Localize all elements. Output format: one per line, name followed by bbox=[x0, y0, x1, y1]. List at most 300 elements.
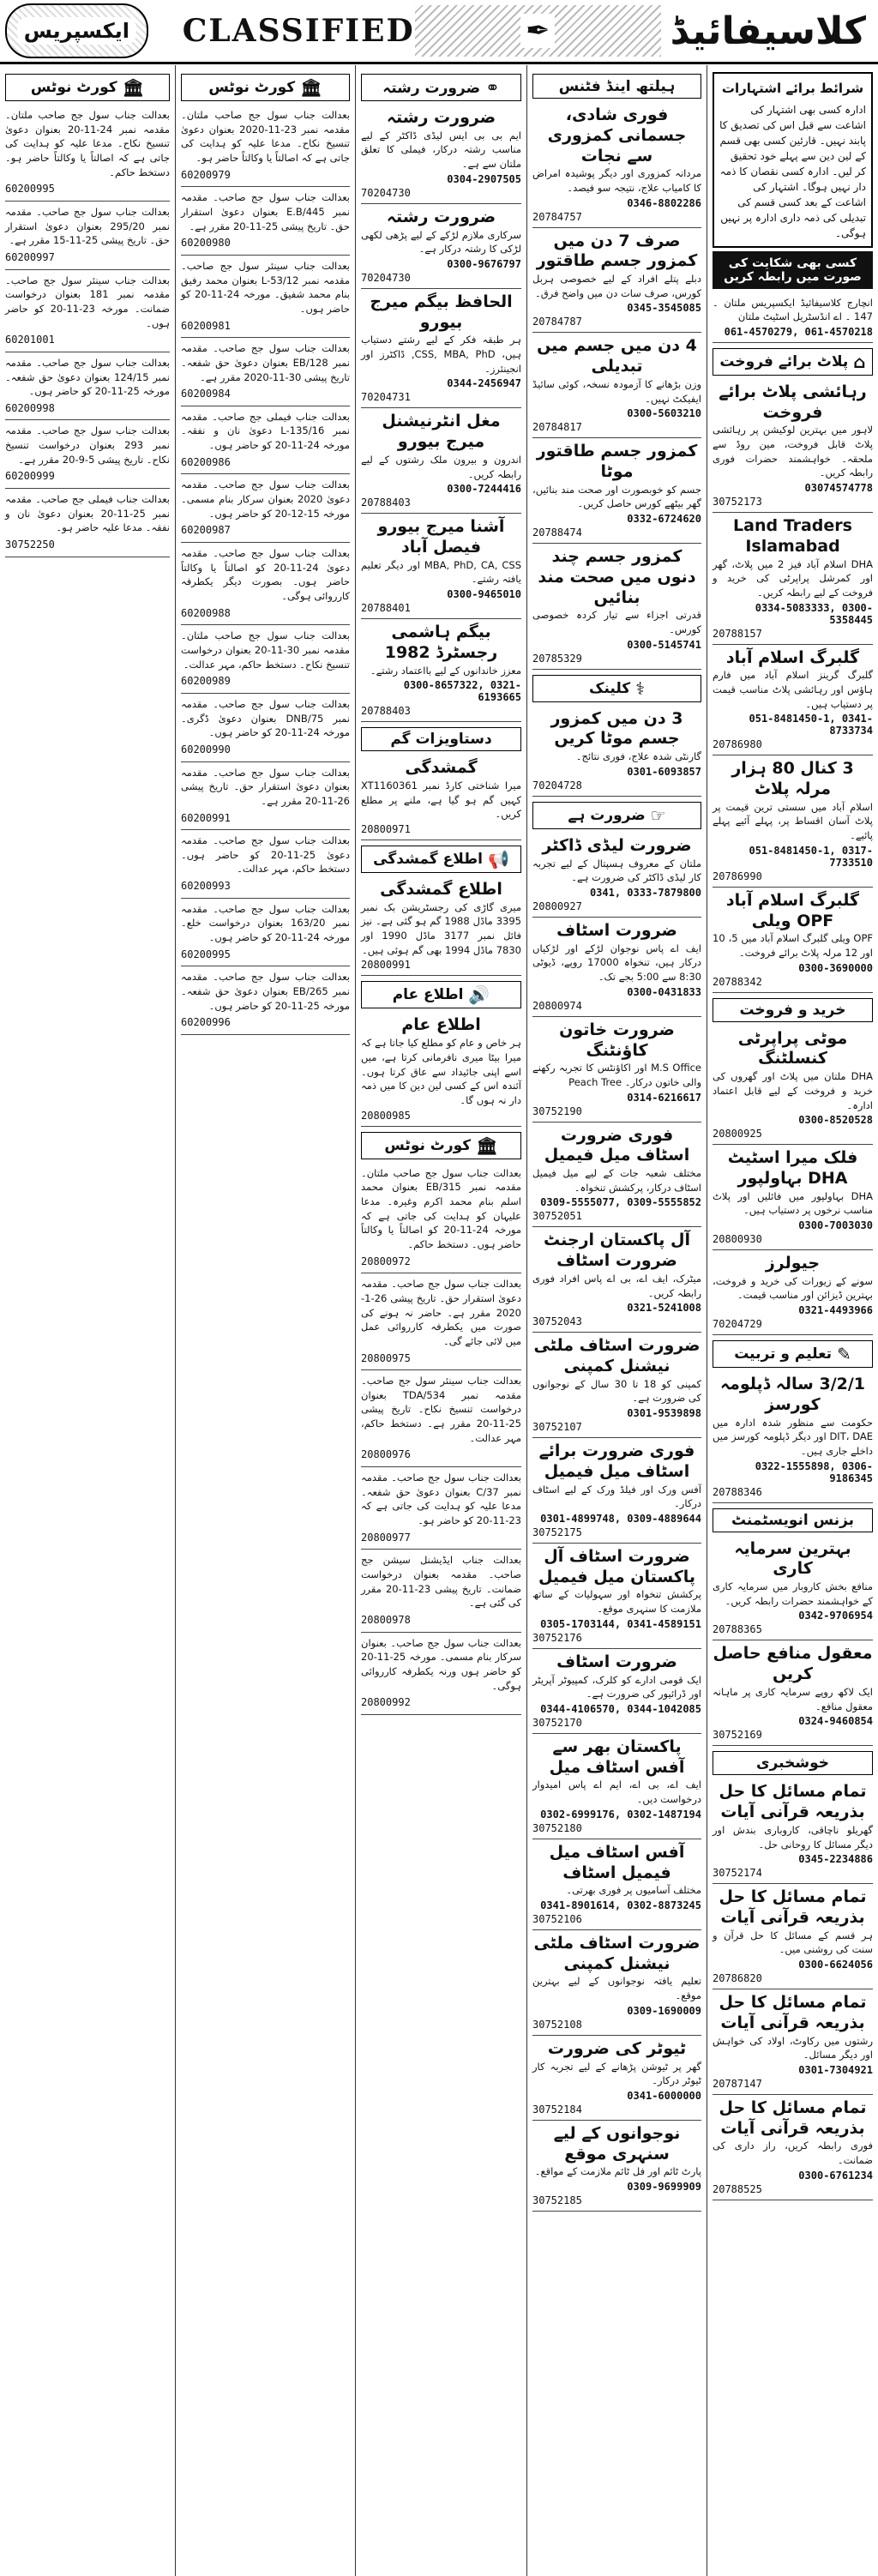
ad-code: 20800930 bbox=[713, 1233, 762, 1246]
ad-phone: 0341, 0333-7879800 bbox=[589, 886, 701, 899]
court-notice bbox=[181, 966, 350, 1035]
ad-body: معزز خاندانوں کے لیے بااعتماد رشتے۔ bbox=[370, 664, 521, 677]
court-notice bbox=[361, 1467, 521, 1550]
classified-ad bbox=[532, 833, 701, 918]
classified-ad bbox=[532, 544, 701, 670]
column-4 bbox=[175, 65, 355, 2576]
ad-code: 20788403 bbox=[361, 497, 411, 509]
ad-phone: 0342-9706954 bbox=[798, 1610, 873, 1622]
ad-body: MBA, PhD, CA, CSS اور دیگر تعلیم یافتہ رشتے۔ bbox=[361, 558, 521, 586]
ad-body: میری گاڑی کی رجسٹریشن بک نمبر 3395 ماڈل 1988 گم ہو گئی ہے۔ نیز فائل نمبر 3177 ماڈل 1990 اور 7830 ماڈل 1994 بھی گم ہوئی ہیں۔ bbox=[361, 900, 522, 956]
classified-ad bbox=[361, 514, 521, 619]
column-2 bbox=[526, 65, 707, 2576]
ad-code: 20788157 bbox=[713, 627, 762, 640]
ad-body: دبلے پتلے افراد کے لیے خصوصی ہربل کورس، صرف سات دن میں واضح فرق۔ bbox=[532, 273, 701, 299]
ad-code: 20786820 bbox=[713, 1972, 762, 1985]
classified-ad bbox=[713, 1026, 873, 1146]
ad-code: 30752107 bbox=[532, 1421, 582, 1434]
ad-code: 60200988 bbox=[181, 606, 231, 619]
ad-phone: 0300-8657322, 0321-6193665 bbox=[403, 679, 521, 704]
house-icon: ⌂ bbox=[853, 351, 866, 372]
classified-ad bbox=[713, 1989, 873, 2095]
ad-body: گھریلو ناچاقی، کاروباری بندش اور دیگر مسائل کا روحانی حل۔ bbox=[713, 1823, 873, 1851]
notice-body: بعدالت جناب سول جج صاحب۔ مقدمہ بعنوان دعویٰ استقرار حق۔ تاریخ پیشی 26-11-20 مقرر ہے۔ bbox=[181, 766, 350, 807]
ad-code: 30752106 bbox=[532, 1912, 582, 1925]
ad-code: 60200993 bbox=[181, 880, 231, 893]
terms-notice bbox=[713, 72, 873, 248]
ad-title: ضرورت اسٹاف bbox=[556, 1652, 677, 1671]
ad-code: 60200990 bbox=[181, 743, 231, 755]
notice-body: بعدالت جناب سول جج صاحب۔ مقدمہ نمبر 37/C بعنوان دعویٰ حق شفعہ۔ مدعا علیہ کو ہدایت کی جاتی ہے کہ 23-11-20 کو حاضر ہو۔ bbox=[361, 1472, 521, 1527]
ad-body: کمپنی کو 18 تا 30 سال کے نوجوانوں کی ضرورت ہے۔ bbox=[532, 1377, 702, 1405]
section-header-good-news: خوشخبری bbox=[713, 1751, 873, 1775]
column-1 bbox=[707, 65, 878, 2576]
ad-phone: 0300-9465010 bbox=[447, 588, 521, 601]
ad-title: 4 دن میں جسم میں تبدیلی bbox=[537, 336, 697, 376]
classified-ad bbox=[532, 1122, 701, 1228]
notice-body: بعدالت جناب سول جج صاحب ملتان۔ مقدمہ نمبر 24-11-20 بعنوان دعویٰ تنسیخ نکاح۔ مدعا علیہ کو ہدایت کی جاتی ہے کہ اصالتاً یا وکالتاً حاضر ہو۔ دستخط حاکم۔ bbox=[5, 109, 170, 178]
ad-body: لاہور میں بہترین لوکیشن پر رہائشی پلاٹ قابل فروخت، مین روڈ سے ملحقہ۔ خواہشمند حضرات فوری رابطہ کریں۔ bbox=[713, 424, 873, 479]
ad-phone: 0341-8901614, 0302-8873245 bbox=[540, 1899, 701, 1911]
court-notice bbox=[181, 406, 350, 475]
ad-code: 20788365 bbox=[713, 1623, 762, 1636]
ad-phone: 0309-5555077, 0309-5555852 bbox=[540, 1196, 701, 1209]
ad-phone: 0322-1555898, 0306-9186345 bbox=[755, 1460, 873, 1484]
ad-title: فوری ضرورت برائے اسٹاف میل فیمیل bbox=[538, 1441, 695, 1481]
ad-phone: 0300-5145741 bbox=[627, 638, 701, 651]
ad-title: کمزور جسم طاقتور موٹا bbox=[536, 442, 698, 482]
ad-body: سرکاری ملازم لڑکے کے لیے پڑھی لکھی لڑکی کا رشتہ درکار ہے۔ bbox=[361, 228, 521, 256]
ad-title: گلبرگ اسلام آباد bbox=[725, 647, 860, 667]
ad-code: 20800976 bbox=[361, 1448, 411, 1461]
ad-title: ضرورت خاتون کاؤنٹنگ bbox=[559, 1020, 675, 1060]
ad-code: 20786980 bbox=[713, 738, 762, 751]
columns bbox=[0, 65, 878, 2576]
court-notice bbox=[181, 474, 350, 543]
ad-title: ضرورت اسٹاف ملٹی نیشنل کمپنی bbox=[533, 1336, 701, 1376]
ad-phone: 051-8481450-1, 0341-8733734 bbox=[749, 713, 873, 737]
ad-body: پارٹ ٹائم اور فل ٹائم ملازمت کے مواقع۔ bbox=[534, 2165, 701, 2178]
section-header-marriage: ⚭ ضرورت رشتہ bbox=[361, 74, 521, 101]
ad-title: 3 کنال 80 ہزار مرلہ پلاٹ bbox=[731, 759, 854, 799]
ad-code: 30752173 bbox=[713, 496, 762, 509]
ad-code: 60200998 bbox=[5, 401, 55, 414]
court-notice bbox=[181, 256, 350, 338]
ad-code: 30752176 bbox=[532, 1631, 582, 1644]
ad-title: ضرورت اسٹاف ملٹی نیشنل کمپنی bbox=[533, 1933, 701, 1973]
ad-body: OPF ویلی گلبرگ اسلام آباد میں 5، 10 اور 12 مرلہ پلاٹ برائے فروخت۔ bbox=[713, 932, 873, 959]
section-header-court-3: 🏛 کورٹ نوٹس bbox=[361, 1132, 521, 1159]
ad-title: جیولرز bbox=[765, 1254, 821, 1273]
classified-ad bbox=[361, 876, 521, 976]
court-notice bbox=[181, 625, 350, 694]
ad-body: حکومت سے منظور شدہ ادارہ میں DIT، DAE اور دیگر ڈپلومہ کورسز میں داخلے جاری ہیں۔ bbox=[713, 1416, 873, 1457]
notice-body: بعدالت جناب سول جج صاحب ملتان۔ مقدمہ نمبر 315/EB بعنوان محمد اسلم بنام محمد اکرم وغیرہ۔ مدعا علیہان کو ہدایت کی جاتی ہے کہ مورخہ 24-11-20 کو اصالتاً یا وکالتاً حاضر ہوں۔ دستخط حاکم۔ bbox=[361, 1166, 521, 1250]
court-notice bbox=[181, 830, 350, 899]
classified-ad bbox=[532, 918, 701, 1017]
ad-title: ضرورت لیڈی ڈاکٹر bbox=[542, 835, 692, 855]
court-notice bbox=[361, 1273, 521, 1370]
book-icon: ✎ bbox=[837, 1344, 851, 1365]
ad-code: 60200999 bbox=[5, 470, 55, 483]
notice-body: بعدالت جناب سول جج صاحب۔ مقدمہ نمبر 265/EB بعنوان دعویٰ حق شفعہ۔ مورخہ 25-11-20 کو حاضر ہوں۔ bbox=[181, 971, 350, 1012]
ad-code: 30752250 bbox=[5, 539, 55, 551]
ad-title: 3 دن میں کمزور جسم موٹا کریں bbox=[550, 708, 683, 749]
ad-body: مردانہ کمزوری اور دیگر پوشیدہ امراض کا کامیاب علاج، نتیجہ سو فیصد۔ bbox=[532, 167, 701, 194]
ad-code: 20785329 bbox=[532, 652, 582, 665]
court-notice bbox=[181, 694, 350, 762]
ad-body: گھر پر ٹیوشن پڑھانے کے لیے تجربہ کار ٹیوٹر درکار۔ bbox=[532, 2060, 701, 2087]
notice-body: بعدالت جناب سینئر سول جج صاحب۔ مقدمہ نمبر 53/12-L بعنوان محمد رفیق بنام محمد شفیق۔ مورخہ 24-11-20 کو حاضر ہوں۔ bbox=[181, 259, 350, 315]
column-5 bbox=[0, 65, 175, 2576]
ad-phone: 0305-1703144, 0341-4589151 bbox=[540, 1617, 701, 1630]
ad-phone: 0309-9699909 bbox=[627, 2181, 701, 2194]
court-notice bbox=[181, 762, 350, 831]
ad-code: 60200989 bbox=[181, 675, 231, 688]
court-notice bbox=[181, 105, 350, 187]
classified-ad bbox=[713, 1779, 873, 1884]
classified-ad bbox=[532, 1333, 701, 1438]
ad-title: ٹیوٹر کی ضرورت bbox=[547, 2038, 687, 2058]
complaint-box: کسی بھی شکایت کی صورت میں رابطہ کریں bbox=[713, 251, 873, 289]
notice-body: بعدالت جناب سول جج صاحب۔ مقدمہ نمبر 75/DNB بعنوان دعویٰ ڈگری۔ مورخہ 24-11-20 کو حاضر ہوں۔ bbox=[181, 697, 351, 739]
classified-ad bbox=[361, 289, 521, 409]
ad-code: 20788401 bbox=[361, 602, 411, 615]
classified-ad bbox=[361, 408, 521, 514]
ad-code: 30752175 bbox=[532, 1526, 582, 1538]
ad-code: 60200980 bbox=[181, 237, 231, 250]
ad-code: 30752169 bbox=[713, 1729, 762, 1742]
ad-code: 60200995 bbox=[5, 183, 55, 196]
notice-body: بعدالت جناب سول جج صاحب۔ مقدمہ دعویٰ 24-11-20 کو اصالتاً یا وکالتاً حاضر ہوں۔ بصورت دیگر یکطرفہ کارروائی ہوگی۔ bbox=[181, 547, 350, 603]
classified-ad bbox=[532, 1017, 701, 1122]
ad-code: 60200991 bbox=[181, 811, 231, 824]
notice-body: بعدالت جناب سول جج صاحب۔ مقدمہ نمبر 445/E.B بعنوان دعویٰ استقرار حق۔ تاریخ پیشی 25-11-20 مقرر ہے۔ bbox=[181, 191, 350, 232]
ad-code: 20786990 bbox=[713, 870, 762, 882]
section-header-wanted: ☞ ضرورت ہے bbox=[532, 802, 701, 829]
ad-code: 60200997 bbox=[5, 250, 55, 263]
ad-body: مختلف شعبہ جات کے لیے میل فیمیل اسٹاف درکار، پرکشش تنخواہ۔ bbox=[532, 1167, 701, 1194]
ad-title: صرف 7 دن میں کمزور جسم طاقتور bbox=[536, 231, 698, 271]
notice-body: بعدالت جناب سول جج صاحب۔ مقدمہ نمبر 293 بعنوان درخواست تنسیخ نکاح۔ تاریخ پیشی 5-9-20 مقرر ہے۔ bbox=[5, 424, 170, 466]
ad-title: پاکستان بھر سے آفس اسٹاف میل bbox=[549, 1736, 685, 1777]
court-notice bbox=[361, 1633, 521, 1715]
pen-icon: ✒ bbox=[520, 14, 556, 48]
court-notice bbox=[5, 105, 170, 202]
ad-phone: 0300-8520528 bbox=[798, 1114, 873, 1127]
notice-body: بعدالت جناب سول جج صاحب۔ مقدمہ نمبر 124/15 بعنوان دعویٰ حق شفعہ۔ مورخہ 25-11-20 کو حاضر ہوں۔ bbox=[5, 356, 170, 398]
section-header-business: بزنس انویسٹمنٹ bbox=[713, 1508, 873, 1532]
ad-code: 20784787 bbox=[532, 316, 582, 328]
court-notice bbox=[5, 270, 170, 352]
ad-body: ایف اے پاس نوجوان لڑکے اور لڑکیاں درکار ہیں، تنخواہ 17000 روپے، ڈیوٹی 8:30 سے 5:00 بجے تک۔ bbox=[532, 942, 701, 984]
terms-title: شرائط برائے اشتہارات bbox=[721, 81, 864, 96]
terms-body: ادارہ کسی بھی اشتہار کی اشاعت سے قبل اس کی تصدیق کا پابند نہیں۔ قارئین کسی بھی قسم کے لین دین سے پہلے خود تحقیق کر لیں۔ ادارہ کسی نقصان کا ذمہ دار نہیں ہوگا۔ اشتہار کی اشاعت کے بعد کسی قسم کی تبدیلی کی ذمہ داری ادارہ پر نہیں ہوگی۔ bbox=[719, 103, 866, 239]
classified-ad bbox=[532, 1544, 701, 1649]
ad-phone: 0345-3545085 bbox=[627, 302, 701, 315]
classified-ad bbox=[361, 204, 521, 289]
notice-body: بعدالت جناب سول جج صاحب۔ مقدمہ دعویٰ 2020 بعنوان سرکار بنام مسمی۔ مورخہ 15-12-20 کو حاضر ہوں۔ bbox=[181, 478, 350, 520]
ad-body: وزن بڑھانے کا آزمودہ نسخہ، کوئی سائیڈ ایفیکٹ نہیں۔ bbox=[532, 377, 701, 405]
ad-body: منافع بخش کاروبار میں سرمایہ کاری کے خواہشمند حضرات رابطہ کریں۔ bbox=[713, 1580, 873, 1607]
ad-code: 20800975 bbox=[361, 1351, 411, 1364]
ad-phone: 0345-2234886 bbox=[798, 1853, 873, 1866]
ad-body: ایف اے، بی اے، ایم اے پاس امیدوار درخواست دیں۔ bbox=[532, 1779, 701, 1806]
ad-code: 60200979 bbox=[181, 168, 231, 181]
ad-phone: 0300-6624056 bbox=[798, 1959, 873, 1971]
ad-title: گلبرگ اسلام آباد OPF ویلی bbox=[725, 890, 860, 930]
ad-body: تعلیم یافتہ نوجوانوں کے لیے بہترین موقع۔ bbox=[532, 1975, 701, 2002]
ad-code: 60200996 bbox=[181, 1016, 231, 1029]
classified-ad bbox=[713, 1250, 873, 1335]
ad-title: گمشدگی bbox=[405, 758, 478, 778]
header-decoration bbox=[415, 5, 661, 57]
ad-code: 20800971 bbox=[361, 823, 411, 835]
ad-code: 60201001 bbox=[5, 334, 55, 346]
speaker-icon: 🔊 bbox=[468, 984, 490, 1006]
classified-ad bbox=[532, 438, 701, 544]
classified-ad bbox=[532, 1930, 701, 2036]
ad-code: 20800927 bbox=[532, 900, 582, 912]
court-notice bbox=[181, 338, 350, 406]
ad-title: تمام مسائل کا حل بذریعہ قرآنی آیات bbox=[719, 2098, 867, 2138]
ad-code: 20800977 bbox=[361, 1531, 411, 1544]
ad-phone: 0324-9460854 bbox=[798, 1715, 873, 1728]
ad-phone: 0301-9539898 bbox=[627, 1407, 701, 1420]
classified-ad bbox=[532, 2121, 701, 2212]
classified-ad bbox=[361, 619, 521, 722]
ad-title: بیگم ہاشمی رجسٹرڈ 1982 bbox=[384, 623, 498, 662]
classified-ad bbox=[532, 1839, 701, 1930]
section-header-lost: 📢 اطلاع گمشدگی bbox=[361, 846, 521, 873]
ad-code: 60200987 bbox=[181, 524, 231, 537]
notice-body: بعدالت جناب فیملی جج صاحب۔ مقدمہ نمبر 25-11-20 بعنوان دعویٰ نان و نفقہ۔ مدعا علیہ حاضر ہو۔ bbox=[5, 493, 170, 534]
ad-body: ایک قومی ادارے کو کلرک، کمپیوٹر آپریٹر اور ڈرائیور کی ضرورت ہے۔ bbox=[532, 1673, 701, 1700]
classified-ad bbox=[532, 1734, 701, 1839]
ad-code: 20800925 bbox=[713, 1128, 762, 1141]
ad-phone: 03074574778 bbox=[804, 482, 873, 495]
court-icon: 🏛 bbox=[300, 77, 322, 98]
ad-title: اطلاع گمشدگی bbox=[380, 880, 502, 899]
section-header-court-4: 🏛 کورٹ نوٹس bbox=[181, 74, 350, 101]
ad-code: 20788403 bbox=[361, 705, 411, 718]
classified-ad bbox=[713, 888, 873, 993]
classified-ad bbox=[713, 2095, 873, 2200]
ad-title: کمزور جسم چند دنوں میں صحت مند بنائیں bbox=[538, 547, 696, 607]
court-icon: 🏛 bbox=[122, 77, 145, 98]
ad-code: 70204728 bbox=[532, 779, 582, 791]
court-notice bbox=[5, 352, 170, 421]
ad-body: ایک لاکھ روپے سرمایہ کاری پر ماہانہ معقول منافع۔ bbox=[713, 1685, 873, 1712]
section-header-public-notice: 🔊 اطلاع عام bbox=[361, 981, 521, 1008]
notice-body: بعدالت جناب سینئر سول جج صاحب۔ مقدمہ نمبر 181 بعنوان درخواست ضمانت۔ مورخہ 23-11-20 کو حاضر ہوں۔ bbox=[5, 274, 170, 329]
court-notice bbox=[361, 1370, 521, 1467]
section-header-buysell: خرید و فروخت bbox=[713, 998, 873, 1022]
logo-text: ایکسپریس bbox=[17, 17, 136, 45]
court-notice bbox=[5, 420, 170, 489]
ad-title: آفس اسٹاف میل فیمیل اسٹاف bbox=[549, 1842, 685, 1882]
ad-code: 20800972 bbox=[361, 1255, 411, 1267]
section-header-documents: دستاویزات گم bbox=[361, 727, 521, 751]
classified-ad bbox=[713, 513, 873, 645]
ad-title: Land Traders Islamabad bbox=[733, 516, 852, 556]
ad-phone: 0300-5603210 bbox=[627, 407, 701, 420]
ad-body: گارنٹی شدہ علاج، فوری نتائج۔ bbox=[575, 750, 701, 763]
ad-body: پرکشش تنخواہ اور سہولیات کے ساتھ ملازمت کا سنہری موقع۔ bbox=[532, 1588, 701, 1616]
ad-code: 20788525 bbox=[713, 2182, 762, 2195]
ad-code: 20800991 bbox=[361, 959, 411, 972]
urdu-title: کلاسیفائیڈ bbox=[670, 9, 866, 53]
notice-body: بعدالت جناب سول جج صاحب۔ مقدمہ نمبر 163/20 بعنوان درخواست خلع۔ مورخہ 24-11-20 کو حاضر ہوں۔ bbox=[181, 902, 350, 944]
ad-code: 20788474 bbox=[532, 527, 582, 539]
ad-code: 30752180 bbox=[532, 1821, 582, 1834]
classified-ad bbox=[532, 333, 701, 438]
ad-title: ضرورت رشتہ bbox=[386, 108, 496, 127]
ad-code: 60200981 bbox=[181, 319, 231, 332]
court-notice bbox=[5, 202, 170, 270]
ad-body: ملتان کے معروف ہسپتال کے لیے تجربہ کار لیڈی ڈاکٹر کی ضرورت ہے۔ bbox=[532, 857, 701, 884]
ad-body: گلبرگ گرینز اسلام آباد میں فارم ہاؤس اور رہائشی پلاٹ مناسب قیمت پر دستیاب ہیں۔ bbox=[713, 669, 873, 710]
ad-title: فوری ضرورت اسٹاف میل فیمیل bbox=[544, 1125, 690, 1165]
ad-title: آل پاکستان ارجنٹ ضرورت اسٹاف bbox=[544, 1231, 690, 1271]
ad-body: رشتوں میں رکاوٹ، اولاد کی خواہش اور دیگر مسائل۔ bbox=[713, 2034, 873, 2061]
ad-phone: 0300-0431833 bbox=[627, 985, 701, 998]
ad-phone: 0300-3690000 bbox=[798, 961, 873, 974]
ad-code: 30752174 bbox=[713, 1867, 762, 1880]
megaphone-icon: 📢 bbox=[487, 849, 509, 870]
ad-body: DHA اسلام آباد فیز 2 میں پلاٹ، گھر اور کمرشل پراپرٹی کی خرید و فروخت کے لیے رابطہ کریں۔ bbox=[713, 557, 873, 599]
ad-title: موٹی پراپرٹی کنسلٹنگ bbox=[737, 1028, 848, 1068]
ad-body: اندرون و بیرون ملک رشتوں کے لیے رابطہ کریں۔ bbox=[361, 453, 521, 480]
ad-body: میرا شناختی کارڈ نمبر XT1160361 کہیں گم ہو گیا ہے، ملنے پر مطلع کریں۔ bbox=[361, 779, 521, 821]
notice-body: بعدالت جناب سول جج صاحب۔ مقدمہ نمبر 128/EB بعنوان دعویٰ حق شفعہ۔ تاریخ پیشی 30-11-2020 مقرر ہے۔ bbox=[181, 342, 350, 383]
ad-code: 70204731 bbox=[361, 391, 411, 404]
ad-phone: 0332-6724620 bbox=[627, 513, 701, 526]
ad-title: 3/2/1 سالہ ڈپلومہ کورسز bbox=[719, 1375, 866, 1414]
classified-ad bbox=[713, 1371, 873, 1503]
section-header-clinic: ⚕ کلینک bbox=[532, 675, 701, 702]
notice-body: بعدالت جناب سول جج صاحب۔ مقدمہ دعویٰ استقرار حق۔ تاریخ پیشی 26-1-2020 مقرر ہے۔ حاضر نہ ہونے کی صورت میں یکطرفہ کارروائی عمل میں لائی جائے گی۔ bbox=[361, 1278, 521, 1347]
ad-title: فوری شادی، جسمانی کمزوری سے نجات bbox=[547, 105, 687, 166]
ad-body: ہر طبقہ فکر کے لیے رشتے دستیاب ہیں، CSS, MBA, PhD, ڈاکٹرز اور انجینئرز۔ bbox=[361, 334, 521, 375]
ad-body: جسم کو خوبصورت اور صحت مند بنائیں، گھر بیٹھے کورس حاصل کریں۔ bbox=[532, 483, 701, 510]
ad-body: DHA ملتان میں پلاٹ اور گھروں کی خرید و فروخت کے لیے قابل اعتماد ادارہ۔ bbox=[713, 1070, 873, 1111]
ad-title: آشنا میرج بیورو فیصل آباد bbox=[377, 517, 505, 557]
ad-code: 20800974 bbox=[532, 999, 582, 1012]
handshake-icon: ☞ bbox=[650, 804, 666, 826]
ad-title: ضرورت اسٹاف آل پاکستان میل فیمیل bbox=[538, 1546, 696, 1586]
ad-body: DHA بہاولپور میں فائلیں اور پلاٹ مناسب نرخوں پر دستیاب ہیں۔ bbox=[713, 1189, 873, 1217]
ad-code: 30752043 bbox=[532, 1315, 582, 1328]
classified-ad bbox=[361, 755, 521, 840]
ad-title: تمام مسائل کا حل بذریعہ قرآنی آیات bbox=[719, 1993, 867, 2032]
ad-code: 30752170 bbox=[532, 1716, 582, 1729]
court-notice bbox=[181, 543, 350, 625]
ad-phone: 0300-7003030 bbox=[798, 1219, 873, 1232]
ad-phone: 0300-7244416 bbox=[447, 483, 521, 496]
ad-code: 30752184 bbox=[532, 2103, 582, 2116]
column-3 bbox=[355, 65, 526, 2576]
ad-code: 30752190 bbox=[532, 1104, 582, 1117]
ad-body: ہر قسم کے مسائل کا حل قرآن و سنت کی روشنی میں۔ bbox=[713, 1929, 873, 1956]
page-header bbox=[0, 0, 878, 64]
court-notice bbox=[361, 1163, 521, 1274]
ad-body: سونے کے زیورات کی خرید و فروخت، بہترین ڈیزائن اور مناسب قیمت۔ bbox=[713, 1274, 873, 1302]
ad-body: ایم بی بی ایس لیڈی ڈاکٹر کے لیے مناسب رشتہ درکار، فیملی کا تعلق ملتان سے ہے۔ bbox=[361, 129, 521, 171]
rings-icon: ⚭ bbox=[485, 77, 500, 98]
ad-title: تمام مسائل کا حل بذریعہ قرآنی آیات bbox=[719, 1782, 867, 1822]
ad-code: 30752051 bbox=[532, 1210, 582, 1223]
ad-code: 20784757 bbox=[532, 210, 582, 223]
stethoscope-icon: ⚕ bbox=[635, 677, 645, 699]
section-header-education: ✎ تعلیم و تربیت bbox=[713, 1340, 873, 1368]
ad-phone: 0304-2907505 bbox=[447, 172, 521, 185]
ad-phone: 0300-9676797 bbox=[447, 257, 521, 270]
ad-phone: 0321-4493966 bbox=[798, 1304, 873, 1317]
classified-ad bbox=[713, 755, 873, 888]
ad-body: ہر خاص و عام کو مطلع کیا جاتا ہے کہ میرا بیٹا میری نافرمانی کرتا ہے، میں اسے اپنی جائیداد سے عاق کرتا ہوں۔ آئندہ اس کے کسی لین دین کا میں ذمہ دار نہ ہوں گا۔ bbox=[361, 1037, 521, 1106]
ad-code: 20800985 bbox=[361, 1109, 411, 1122]
ad-code: 70204730 bbox=[361, 186, 411, 199]
notice-body: بعدالت جناب سول جج صاحب۔ بعنوان سرکار بنام مسمی۔ مورخہ 25-11-20 کو حاضر ہوں ورنہ یکطرفہ کارروائی ہوگی۔ bbox=[361, 1636, 521, 1692]
ad-phone: 0301-7304921 bbox=[798, 2063, 873, 2076]
ad-code: 70204730 bbox=[361, 271, 411, 284]
classified-ad bbox=[532, 1438, 701, 1544]
classified-ad bbox=[361, 1012, 521, 1126]
classified-ad bbox=[532, 2036, 701, 2121]
ad-title: بہترین سرمایہ کاری bbox=[734, 1538, 851, 1579]
notice-body: بعدالت جناب سول جج صاحب ملتان۔ مقدمہ نمبر 23-11-2020 بعنوان دعویٰ تنسیخ نکاح۔ مدعا علیہ کو ہدایت کی جاتی ہے کہ اصالتاً یا وکالتاً حاضر ہو۔ bbox=[181, 109, 350, 165]
ad-body: M.S Office اور اکاؤنٹس کا تجربہ رکھنے والی خاتون درکار۔ Peach Tree bbox=[532, 1062, 701, 1088]
ad-body: اسلام آباد میں سستی ترین قیمت پر پلاٹ آسان اقساط پر، پہلے آئیے پہلے پائیے۔ bbox=[713, 800, 873, 842]
ad-phone: 0334-5083333, 0300-5358445 bbox=[755, 601, 873, 626]
section-header-health: ہیلتھ اینڈ فٹنس bbox=[532, 74, 701, 99]
classified-ad bbox=[713, 379, 873, 513]
classified-ad bbox=[532, 1227, 701, 1333]
ad-title: ضرورت اسٹاف bbox=[556, 920, 677, 940]
ad-title: مغل انٹرنیشنل میرج بیورو bbox=[382, 412, 501, 452]
court-notice bbox=[181, 187, 350, 256]
ad-phone: 0346-8802286 bbox=[627, 196, 701, 209]
ad-title: ضرورت رشتہ bbox=[386, 207, 496, 226]
classified-ad bbox=[713, 645, 873, 756]
ad-phone: 0344-2456947 bbox=[447, 377, 521, 390]
court-notice bbox=[5, 489, 170, 557]
court-notice bbox=[181, 899, 350, 967]
ad-code: 20787147 bbox=[713, 2077, 762, 2090]
ad-code: 70204729 bbox=[713, 1318, 762, 1331]
ad-title: معقول منافع حاصل کریں bbox=[713, 1644, 873, 1684]
ad-code: 20788346 bbox=[713, 1485, 762, 1498]
classified-ad bbox=[361, 105, 521, 204]
court-icon: 🏛 bbox=[476, 1135, 498, 1156]
ad-code: 20800992 bbox=[361, 1696, 411, 1709]
classified-ad bbox=[713, 1145, 873, 1250]
section-header-court-5: 🏛 کورٹ نوٹس bbox=[5, 74, 170, 101]
ad-code: 30752185 bbox=[532, 2194, 582, 2207]
classified-ad bbox=[713, 1884, 873, 1989]
notice-body: بعدالت جناب ایڈیشنل سیشن جج صاحب۔ مقدمہ بعنوان درخواست ضمانت۔ تاریخ پیشی 23-11-20 مقرر کی گئی ہے۔ bbox=[361, 1554, 521, 1610]
ad-body: آفس ورک اور فیلڈ ورک کے لیے اسٹاف درکار۔ bbox=[532, 1483, 701, 1510]
ad-title: نوجوانوں کے لیے سنہری موقع bbox=[553, 2123, 681, 2164]
ad-code: 60200995 bbox=[181, 948, 231, 960]
notice-body: بعدالت جناب سول جج صاحب ملتان۔ مقدمہ نمبر 30-11-20 بعنوان درخواست تنسیخ نکاح۔ دستخط حاکم، مہر عدالت۔ bbox=[181, 629, 350, 671]
ad-code: 30752108 bbox=[532, 2018, 582, 2031]
ad-phone: 0321-5241008 bbox=[627, 1302, 701, 1315]
ad-phone: 0302-6999176, 0302-1487194 bbox=[540, 1808, 701, 1821]
ad-body: مختلف آسامیوں پر فوری بھرتی۔ bbox=[566, 1884, 701, 1897]
classified-ad bbox=[532, 228, 701, 334]
